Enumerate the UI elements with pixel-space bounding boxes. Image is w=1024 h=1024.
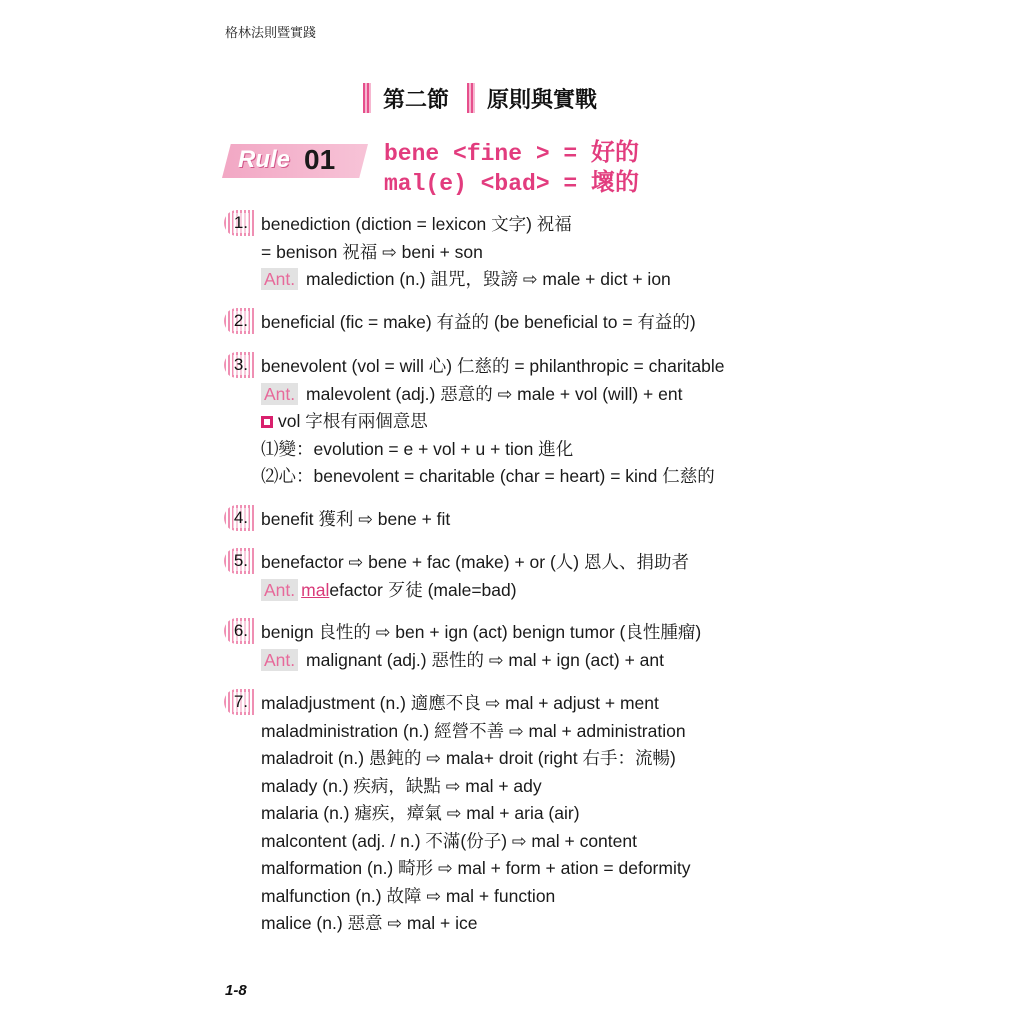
entry-line: malcontent (adj. / n.) 不滿(份子) ⇨ mal + content <box>261 830 637 851</box>
entry-line: malformation (n.) 畸形 ⇨ mal + form + ation = deformity <box>261 858 691 878</box>
entry-line: malady (n.) 疾病，缺點 ⇨ mal + ady <box>261 775 542 796</box>
entry-line <box>261 647 664 672</box>
rule-title-line-2-en: mal(e) <bad> = <box>384 171 592 197</box>
entry-number: 3. <box>233 355 248 374</box>
entry-line: beneficial (fic = make) 有益的 (be beneficial to = 有益的) <box>261 312 696 332</box>
rule-number: 01 <box>304 144 336 175</box>
entry-line: malice (n.) 惡意 ⇨ mal + ice <box>261 913 478 933</box>
entry-line: benefactor ⇨ bene + fac (make) + or (人) 恩人、捐助者 <box>261 552 689 572</box>
entry-line: maladministration (n.) 經營不善 ⇨ mal + administration <box>261 720 686 741</box>
entry-line: malaria (n.) 瘧疾，瘴氣 ⇨ mal + aria (air) <box>261 803 580 823</box>
entry-line-text: malignant (adj.) 惡性的 ⇨ mal + ign (act) + ant <box>301 649 664 670</box>
entry-line-text: malediction (n.) 詛咒，毀謗 ⇨ male + dict + ion <box>301 269 671 289</box>
rule-title-line-2 <box>384 168 639 198</box>
page-number: 1-8 <box>225 982 247 999</box>
entry-number-badge <box>224 505 254 531</box>
section-number: 第二節 <box>383 87 450 113</box>
entry-line <box>261 381 682 406</box>
entry-line: maladroit (n.) 愚鈍的 ⇨ mala+ droit (right 右手：流暢) <box>261 748 676 768</box>
entry-line: benediction (diction = lexicon 文字) 祝福 <box>261 214 572 234</box>
entry-line: benefit 獲利 ⇨ bene + fit <box>261 509 451 529</box>
entry-line-text: efactor 歹徒 (male=bad) <box>329 579 517 600</box>
entry-number: 6. <box>233 621 248 640</box>
rule-label: Rule <box>238 146 291 173</box>
rule-title-line-1-zh: 好的 <box>591 138 640 166</box>
entry-number-badge <box>224 308 254 334</box>
rule-title-line-1 <box>384 138 639 168</box>
bullet-square-icon <box>261 416 273 428</box>
entry-line: benevolent (vol = will 心) 仁慈的 = philanthropic = charitable <box>261 356 725 376</box>
antonym-label: Ant. <box>261 383 298 405</box>
entry-number-badge <box>224 352 254 378</box>
running-head: 格林法則暨實踐 <box>225 25 317 40</box>
rule-title-line-1-en: bene <fine > = <box>384 141 592 167</box>
antonym-label: Ant. <box>261 579 298 601</box>
entry-number-badge <box>224 618 254 644</box>
entry-number-badge <box>224 689 254 715</box>
highlighted-prefix: mal <box>301 579 330 600</box>
entry-line: = benison 祝福 ⇨ beni + son <box>261 241 483 262</box>
entry-line: ⑵心：benevolent = charitable (char = heart) = kind 仁慈的 <box>261 466 715 486</box>
rule-badge <box>222 140 372 182</box>
antonym-label: Ant. <box>261 268 298 290</box>
entry-number: 2. <box>233 311 248 330</box>
antonym-label: Ant. <box>261 649 298 671</box>
heading-bar-left <box>363 83 371 113</box>
entry-number-badge <box>224 210 254 236</box>
entry-line <box>261 408 428 433</box>
entry-number: 1. <box>233 213 248 232</box>
entry-number: 7. <box>233 692 248 711</box>
entry-line-text: malevolent (adj.) 惡意的 ⇨ male + vol (will) + ent <box>301 383 683 404</box>
entry-line-text: vol 字根有兩個意思 <box>278 411 428 431</box>
entry-number: 5. <box>233 551 248 570</box>
entry-line <box>261 266 671 291</box>
section-heading <box>363 82 597 114</box>
rule-title-line-2-zh: 壞的 <box>591 168 640 196</box>
entry-line: benign 良性的 ⇨ ben + ign (act) benign tumor (良性腫瘤) <box>261 622 702 642</box>
entry-line <box>261 577 517 602</box>
heading-bar-right <box>467 83 475 113</box>
entry-line: maladjustment (n.) 適應不良 ⇨ mal + adjust + ment <box>261 693 659 713</box>
rule-title <box>384 138 639 198</box>
entry-number: 4. <box>233 508 248 527</box>
section-title: 原則與實戰 <box>487 87 598 113</box>
entry-number-badge <box>224 548 254 574</box>
entry-line: malfunction (n.) 故障 ⇨ mal + function <box>261 885 556 906</box>
entry-line: ⑴變：evolution = e + vol + u + tion 進化 <box>261 438 574 459</box>
